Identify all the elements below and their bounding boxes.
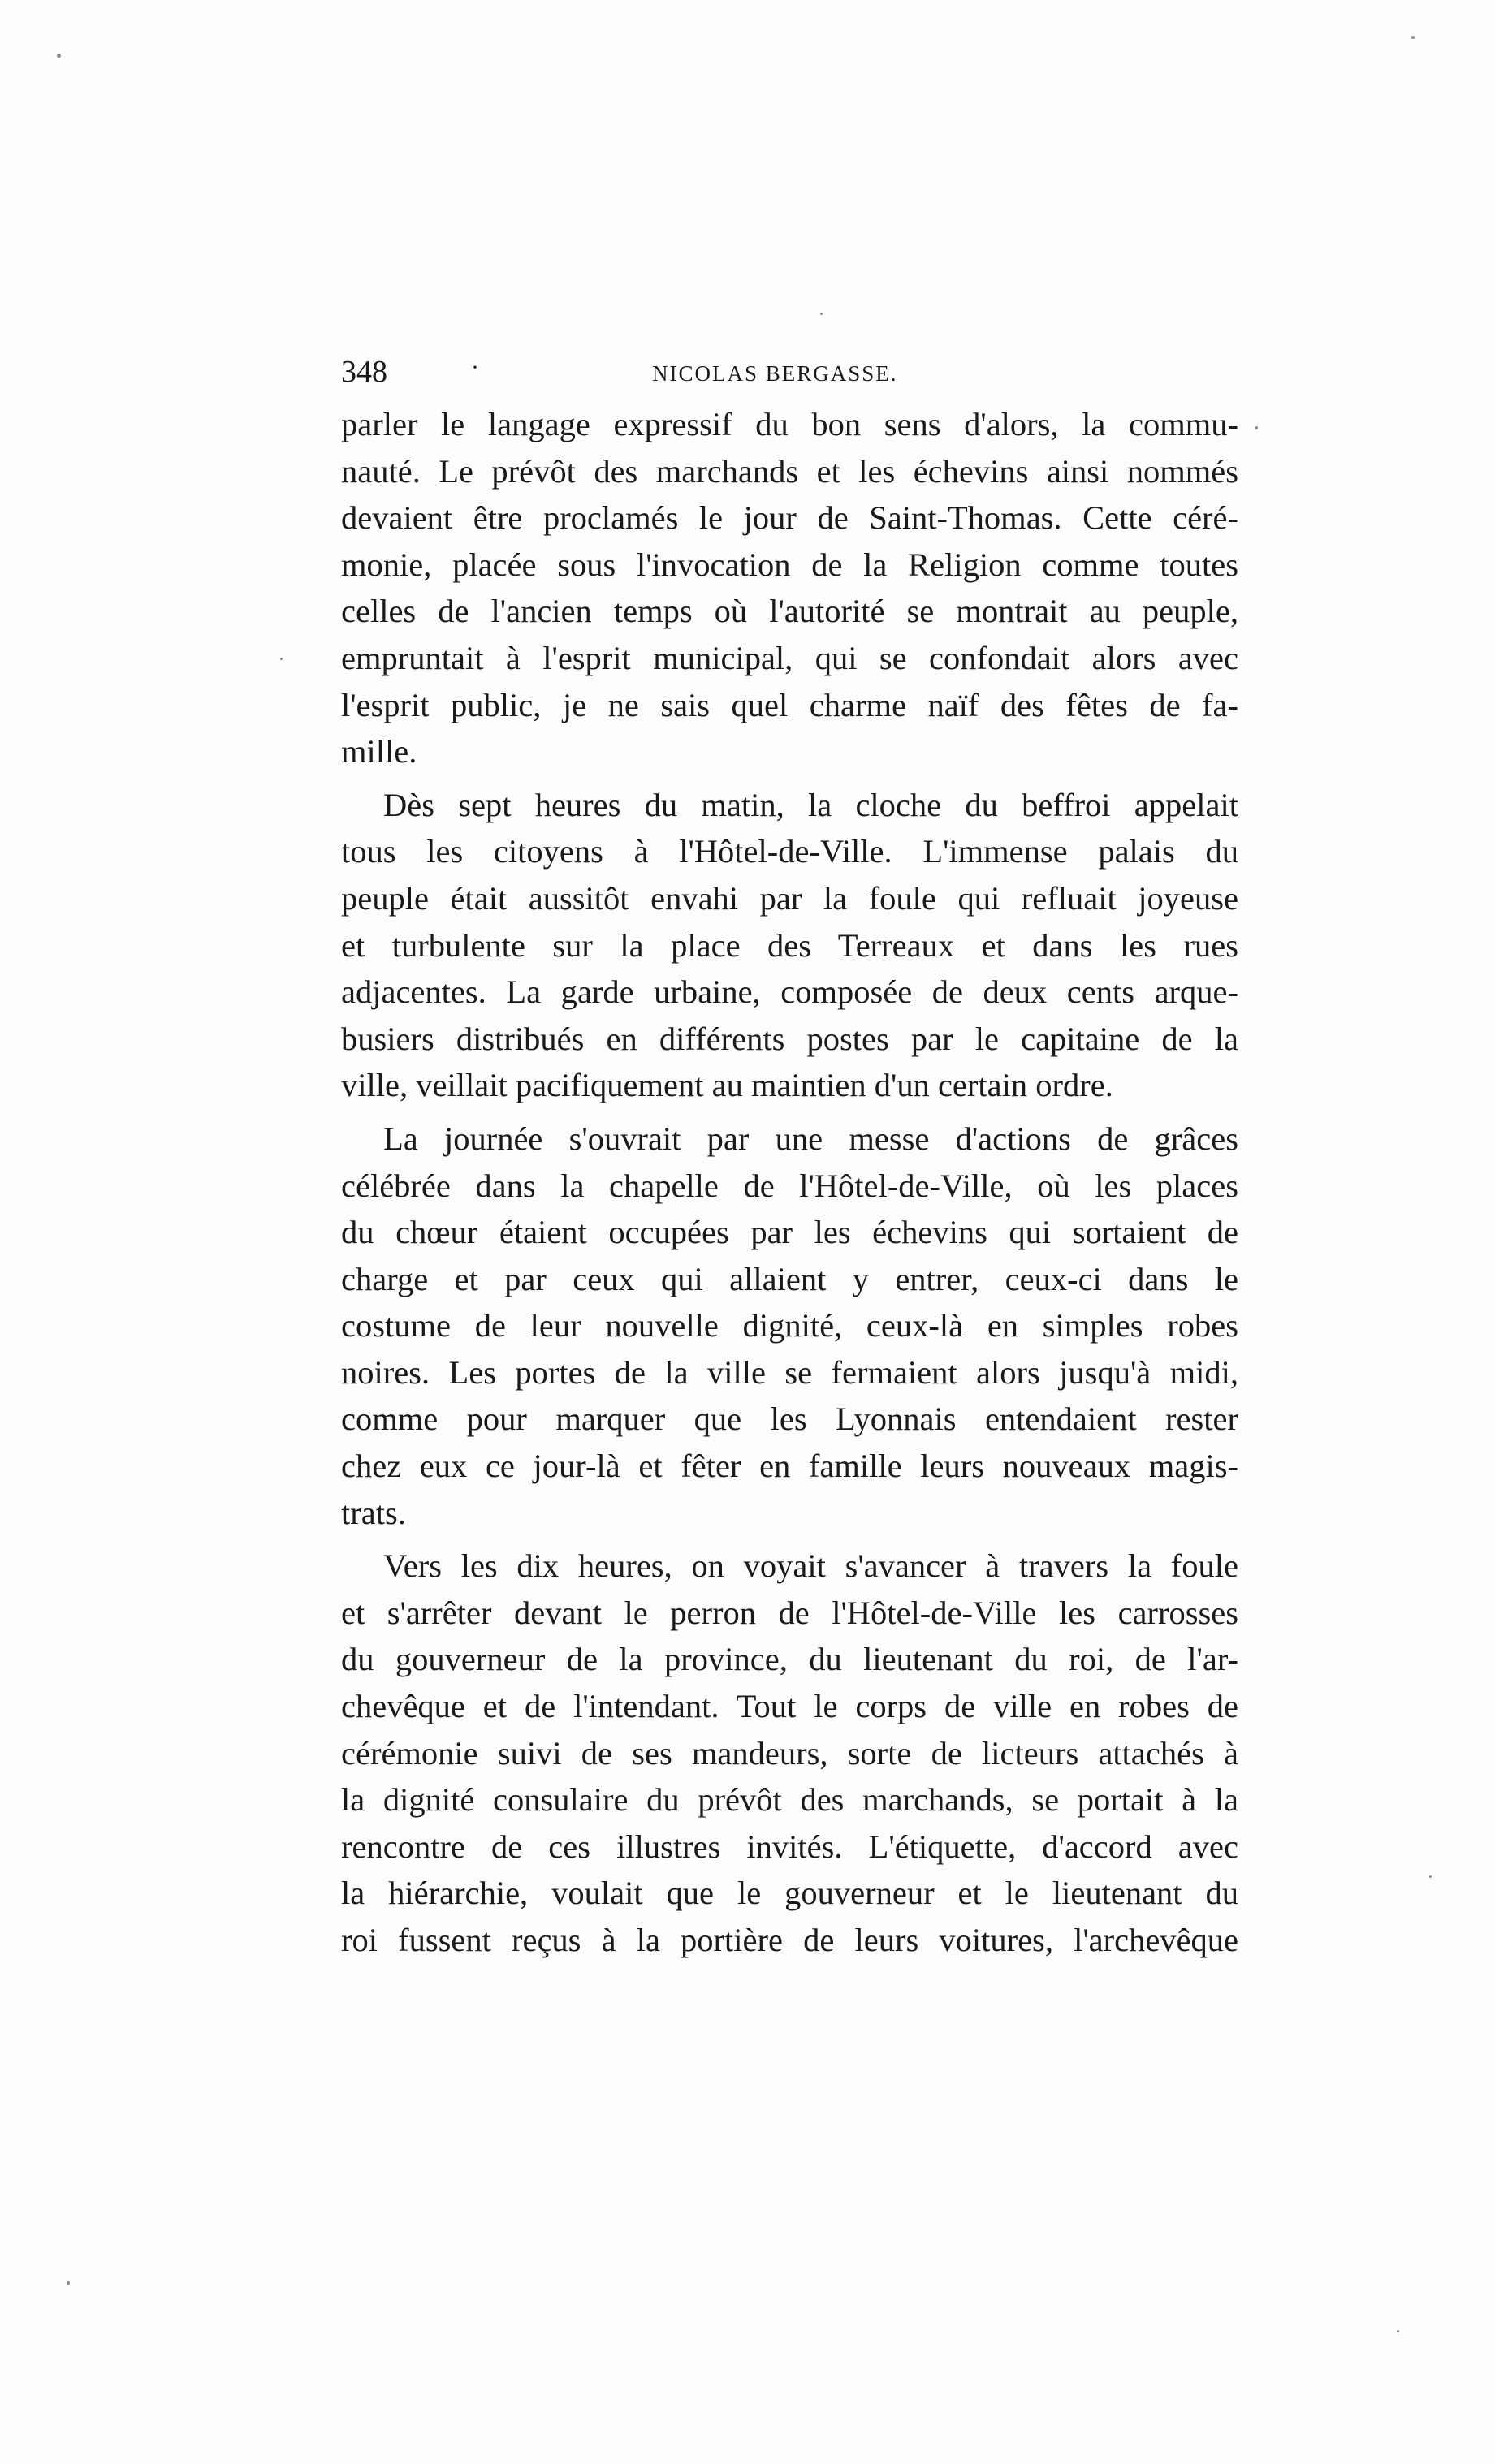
scan-speck (1397, 2330, 1399, 2332)
text-line: peuple était aussitôt envahi par la foule qui refluait joyeuse (341, 879, 1238, 917)
text-line: adjacentes. La garde urbaine, composée de deux cents arque- (341, 973, 1238, 1011)
paragraph (341, 1115, 1238, 1536)
scan-speck (280, 658, 283, 660)
scan-speck (1411, 36, 1415, 39)
text-line: ville, veillait pacifiquement au maintien d'un certain ordre. (341, 1067, 1113, 1104)
text-line: comme pour marquer que les Lyonnais entendaient rester (341, 1400, 1238, 1438)
text-line: célébrée dans la chapelle de l'Hôtel-de-Ville, où les places (341, 1167, 1238, 1204)
text-line: nauté. Le prévôt des marchands et les échevins ainsi nommés (341, 452, 1238, 490)
text-line: du gouverneur de la province, du lieutenant du roi, de l'ar- (341, 1641, 1238, 1678)
text-line: chevêque et de l'intendant. Tout le corps de ville en robes de (341, 1688, 1238, 1725)
scan-speck (67, 2281, 70, 2285)
text-line: noires. Les portes de la ville se fermaient alors jusqu'à midi, (341, 1353, 1238, 1391)
text-line: celles de l'ancien temps où l'autorité se montrait au peuple, (341, 593, 1238, 630)
text-line: l'esprit public, je ne sais quel charme naïf des fêtes de fa- (341, 686, 1238, 723)
text-line: la dignité consulaire du prévôt des marchands, se portait à la (341, 1781, 1238, 1819)
text-line: chez eux ce jour-là et fêter en famille leurs nouveaux magis- (341, 1448, 1238, 1485)
paragraph (341, 401, 1238, 775)
text-line: cérémonie suivi de ses mandeurs, sorte de licteurs attachés à (341, 1734, 1238, 1771)
paragraph (341, 782, 1238, 1109)
text-line: monie, placée sous l'invocation de la Religion comme toutes (341, 546, 1238, 583)
text-line: charge et par ceux qui allaient y entrer, ceux-ci dans le (341, 1260, 1238, 1297)
text-line: Dès sept heures du matin, la cloche du beffroi appelait (383, 786, 1238, 823)
text-line: empruntait à l'esprit municipal, qui se confondait alors avec (341, 639, 1238, 676)
scan-speck (820, 313, 823, 315)
text-line: devaient être proclamés le jour de Saint-Thomas. Cette céré- (341, 499, 1238, 537)
text-line: tous les citoyens à l'Hôtel-de-Ville. L'immense palais du (341, 833, 1238, 870)
text-line: busiers distribués en différents postes par le capitaine de la (341, 1020, 1238, 1057)
text-line: trats. (341, 1494, 406, 1531)
text-line: La journée s'ouvrait par une messe d'actions de grâces (383, 1120, 1238, 1157)
text-line: roi fussent reçus à la portière de leurs voitures, l'archevêque (341, 1922, 1238, 1958)
scan-speck (57, 54, 61, 58)
text-line: et turbulente sur la place des Terreaux et dans les rues (341, 926, 1238, 964)
header-separator: · (471, 354, 479, 381)
text-line: du chœur étaient occupées par les échevins qui sortaient de (341, 1214, 1238, 1251)
scan-speck (1255, 426, 1258, 429)
text-line: la hiérarchie, voulait que le gouverneur et le lieutenant du (341, 1875, 1238, 1912)
paragraph (341, 1543, 1238, 1963)
scan-speck (1429, 1875, 1432, 1878)
text-line: mille. (341, 733, 417, 770)
text-line: Vers les dix heures, on voyait s'avancer à travers la foule (383, 1547, 1238, 1585)
text-line: parler le langage expressif du bon sens d'alors, la commu- (341, 406, 1238, 442)
text-line: costume de leur nouvelle dignité, ceux-là en simples robes (341, 1307, 1238, 1344)
body-text (341, 401, 1238, 1964)
text-line: rencontre de ces illustres invités. L'étiquette, d'accord avec (341, 1828, 1238, 1865)
page-header (341, 347, 1238, 396)
page-number: 348 (341, 355, 387, 389)
running-head: NICOLAS BERGASSE. (652, 361, 898, 386)
text-line: et s'arrêter devant le perron de l'Hôtel-de-Ville les carrosses (341, 1594, 1238, 1631)
